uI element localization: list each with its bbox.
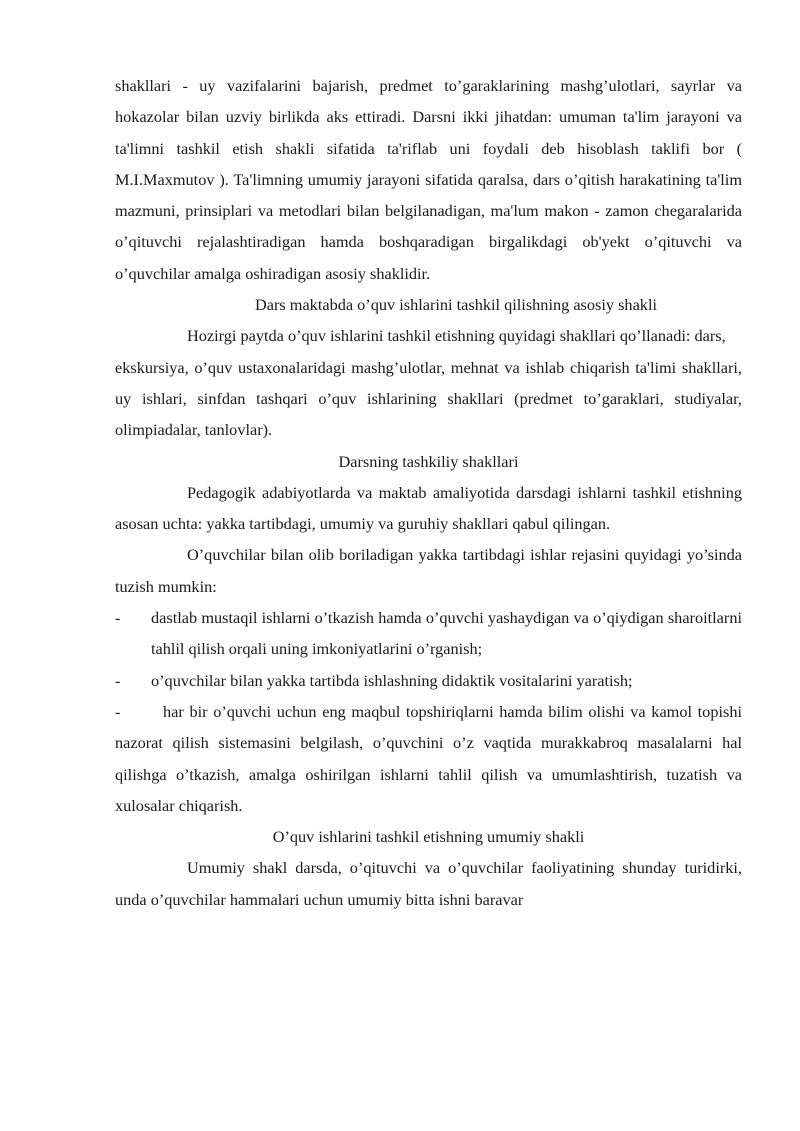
paragraph-forms-list: ekskursiya, o’quv ustaxonalaridagi mashg’ulotlar, mehnat va ishlab chiqarish ta'limi shakllari, uy ishlari, sinfdan tashqari o’quv ishlarining shakllari (predmet to’garaklari, studiyalar, olimpiadalar, tanlovlar). [115,357,742,440]
heading-lesson-main-form: Dars maktabda o’quv ishlarini tashkil qilishning asosiy shakli [254,295,657,315]
heading-organizational-forms: Darsning tashkiliy shakllari [338,451,519,471]
list-item-text: o’quvchilar bilan yakka tartibda ishlashning didaktik vositalarini yaratish; [151,670,633,690]
paragraph-individual-plan: O’quvchilar bilan olib boriladigan yakka tartibdagi ishlar rejasini quyidagi yo’sinda tuzish mumkin: [115,545,742,596]
paragraph-general-form: Umumiy shakl darsda, o’qituvchi va o’quvchilar faoliyatining shunday turidirki, unda o’quvchilar hammalari uchun umumiy bitta ishni baravar [115,858,742,909]
paragraph-intro: shakllari - uy vazifalarini bajarish, predmet to’garaklarining mashg’ulotlari, sayrlar va hokazolar bilan uzviy birlikda aks ettiradi. Darsni ikki jihatdan: umuman ta'lim jarayoni va ta'limni tashkil etish shakli sifatida ta'riflab uni foydali deb hisoblash taklifi bor ( M.I.Maxmutov ). Ta'limning umumiy jarayoni sifatida qaralsa, dars o’qitish harakatining ta'lim mazmuni, prinsiplari va metodlari bilan belgilanadigan, ma'lum makon - zamon chegaralarida o’qituvchi rejalashtiradigan hamda boshqaradigan birgalikdagi ob'yekt o’qituvchi va o’quvchilar amalga oshiradigan asosiy shaklidir. [115,76,742,283]
list-dash: - [115,608,121,628]
list-item [115,602,742,665]
list-dash: - [115,701,121,721]
list-item-text: har bir o’quvchi uchun eng maqbul topshiriqlarni hamda bilim olishi va kamol topishi nazorat qilish sistemasini belgilash, o’quvchini o’z vaqtida murakkabroq masalalarni hal qilishga o’tkazish, amalga oshirilgan ishlarni tahlil qilish va umumlashtirish, tuzatish va xulosalar chiqarish. [115,701,742,815]
document-page [115,70,742,915]
paragraph-three-forms: Pedagogik adabiyotlarda va maktab amaliyotida darsdagi ishlarni tashkil etishning asosan uchta: yakka tartibdagi, umumiy va guruhiy shakllari qabul qilingan. [115,482,742,534]
heading-general-form: O’quv ishlarini tashkil etishning umumiy shakli [272,827,585,847]
list-dash: - [115,670,121,690]
list-item-text: dastlab mustaqil ishlarni o’tkazish hamda o’quvchi yashaydigan va o’qiydigan sharoitlarni tahlil qilish orqali uning imkoniyatlarini o’rganish; [151,608,742,659]
list-item [115,696,742,821]
list-item [115,665,742,696]
paragraph-current-forms: Hozirgi paytda o’quv ishlarini tashkil etishning quyidagi shakllari qo’llanadi: dars, [187,326,726,346]
